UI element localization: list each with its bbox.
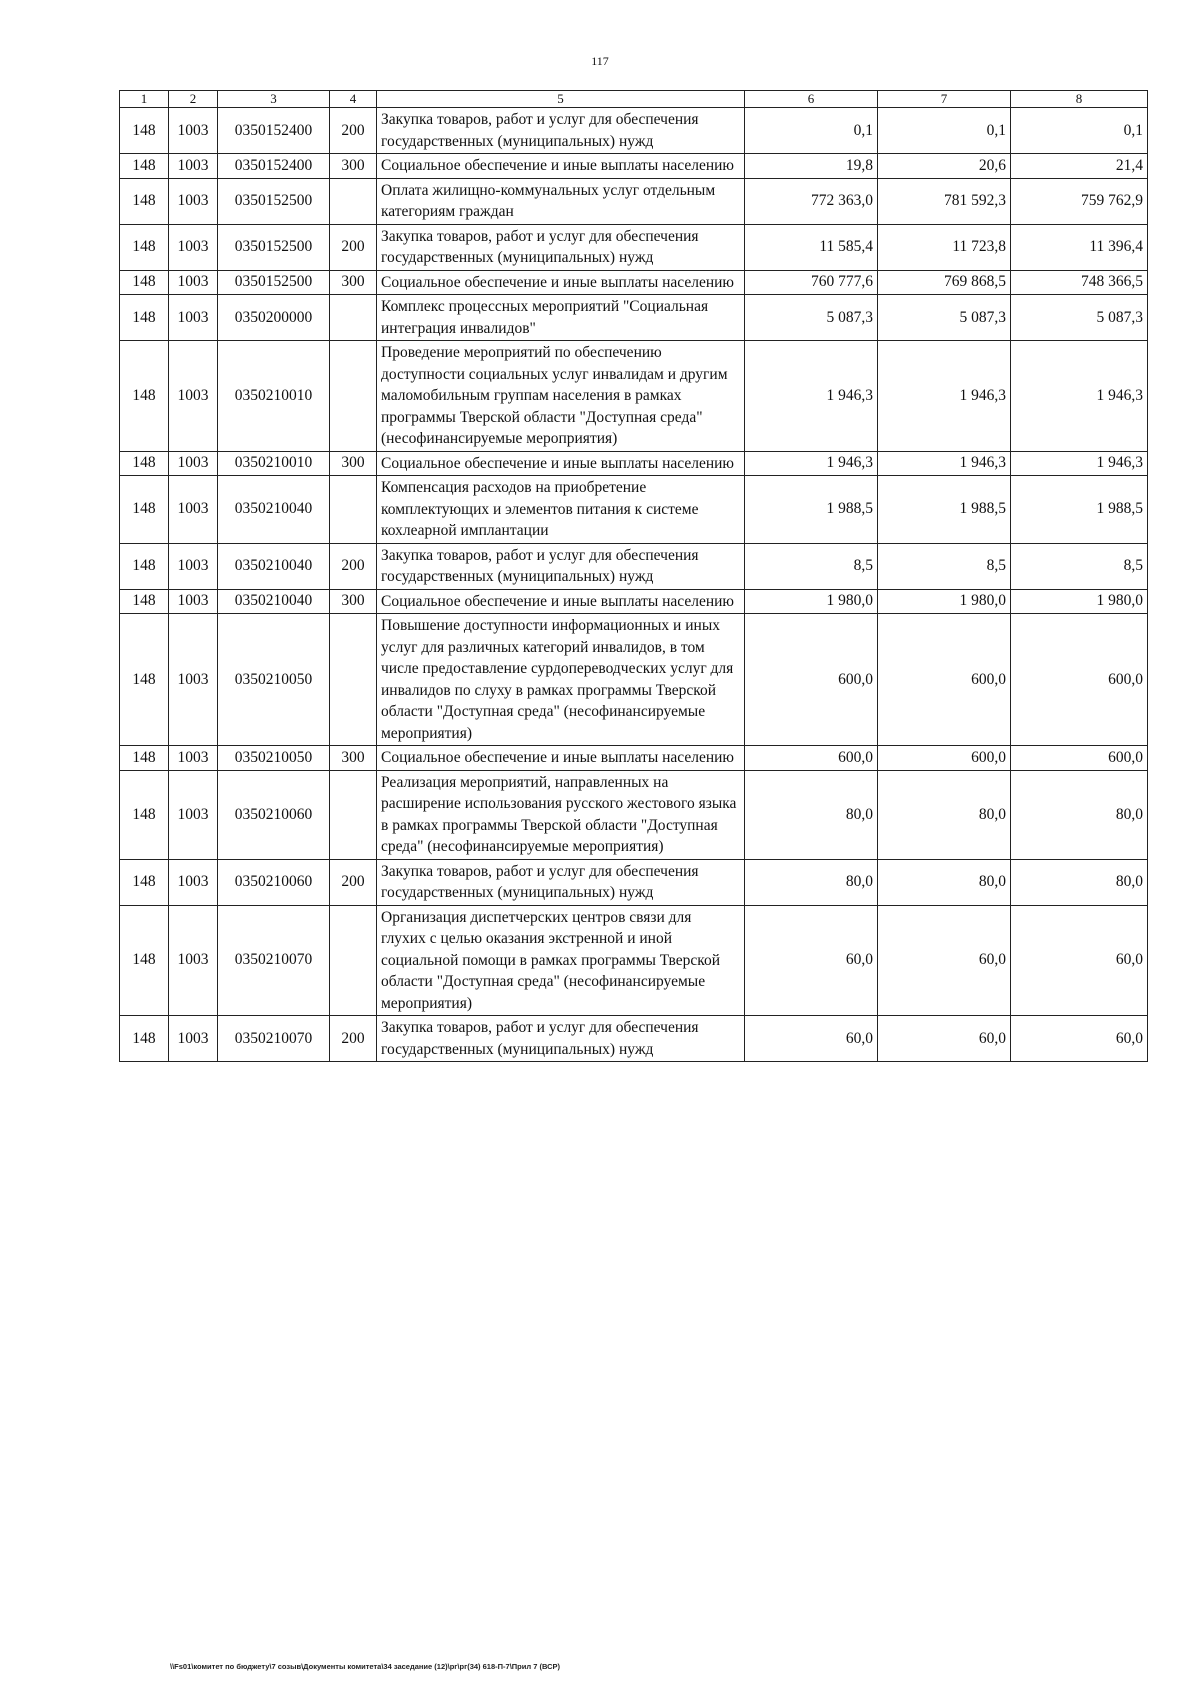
- amount-year1-cell: 760 777,6: [745, 270, 878, 295]
- section-code-cell: 1003: [169, 905, 218, 1016]
- target-article-cell: 0350210060: [218, 770, 330, 859]
- ministry-code-cell: 148: [120, 108, 169, 154]
- description-cell: Закупка товаров, работ и услуг для обеспечения государственных (муниципальных) нужд: [377, 543, 745, 589]
- amount-year2-cell: 1 980,0: [878, 589, 1011, 614]
- section-code-cell: 1003: [169, 543, 218, 589]
- expense-type-cell: 200: [330, 224, 377, 270]
- section-code-cell: 1003: [169, 224, 218, 270]
- amount-year3-cell: 11 396,4: [1011, 224, 1148, 270]
- column-header: 6: [745, 91, 878, 108]
- amount-year2-cell: 80,0: [878, 770, 1011, 859]
- column-header: 8: [1011, 91, 1148, 108]
- description-cell: Социальное обеспечение и иные выплаты населению: [377, 154, 745, 179]
- amount-year2-cell: 60,0: [878, 1016, 1011, 1062]
- target-article-cell: 0350200000: [218, 295, 330, 341]
- amount-year3-cell: 0,1: [1011, 108, 1148, 154]
- amount-year3-cell: 600,0: [1011, 614, 1148, 746]
- page-number: 117: [591, 54, 609, 68]
- amount-year2-cell: 600,0: [878, 614, 1011, 746]
- amount-year2-cell: 11 723,8: [878, 224, 1011, 270]
- section-code-cell: 1003: [169, 476, 218, 544]
- budget-table: [119, 90, 1148, 1062]
- amount-year2-cell: 80,0: [878, 859, 1011, 905]
- description-cell: Проведение мероприятий по обеспечению доступности социальных услуг инвалидам и другим маломобильным группам населения в рамках программы Тверской области "Доступная среда" (несофинансируемые мероприятия): [377, 341, 745, 452]
- amount-year3-cell: 1 946,3: [1011, 341, 1148, 452]
- ministry-code-cell: 148: [120, 543, 169, 589]
- target-article-cell: 0350210050: [218, 614, 330, 746]
- expense-type-cell: 200: [330, 859, 377, 905]
- table-row: [120, 589, 1148, 614]
- amount-year1-cell: 60,0: [745, 1016, 878, 1062]
- ministry-code-cell: 148: [120, 270, 169, 295]
- table-row: [120, 108, 1148, 154]
- table-row: [120, 178, 1148, 224]
- section-code-cell: 1003: [169, 770, 218, 859]
- ministry-code-cell: 148: [120, 341, 169, 452]
- target-article-cell: 0350152500: [218, 178, 330, 224]
- column-header: 7: [878, 91, 1011, 108]
- amount-year3-cell: 80,0: [1011, 859, 1148, 905]
- expense-type-cell: 300: [330, 451, 377, 476]
- expense-type-cell: [330, 614, 377, 746]
- ministry-code-cell: 148: [120, 154, 169, 179]
- amount-year3-cell: 600,0: [1011, 746, 1148, 771]
- amount-year2-cell: 1 946,3: [878, 451, 1011, 476]
- table-row: [120, 295, 1148, 341]
- amount-year1-cell: 8,5: [745, 543, 878, 589]
- expense-type-cell: 300: [330, 270, 377, 295]
- ministry-code-cell: 148: [120, 224, 169, 270]
- amount-year1-cell: 80,0: [745, 859, 878, 905]
- amount-year2-cell: 600,0: [878, 746, 1011, 771]
- column-header: 5: [377, 91, 745, 108]
- expense-type-cell: [330, 770, 377, 859]
- amount-year2-cell: 0,1: [878, 108, 1011, 154]
- amount-year1-cell: 600,0: [745, 746, 878, 771]
- table-row: [120, 224, 1148, 270]
- target-article-cell: 0350210060: [218, 859, 330, 905]
- section-code-cell: 1003: [169, 451, 218, 476]
- amount-year1-cell: 60,0: [745, 905, 878, 1016]
- target-article-cell: 0350152500: [218, 224, 330, 270]
- expense-type-cell: [330, 178, 377, 224]
- expense-type-cell: 200: [330, 108, 377, 154]
- table-row: [120, 905, 1148, 1016]
- amount-year1-cell: 11 585,4: [745, 224, 878, 270]
- section-code-cell: 1003: [169, 295, 218, 341]
- description-cell: Социальное обеспечение и иные выплаты населению: [377, 270, 745, 295]
- amount-year3-cell: 1 980,0: [1011, 589, 1148, 614]
- section-code-cell: 1003: [169, 270, 218, 295]
- table-row: [120, 859, 1148, 905]
- table-row: [120, 154, 1148, 179]
- header-row: [120, 91, 1148, 108]
- amount-year1-cell: 5 087,3: [745, 295, 878, 341]
- amount-year2-cell: 20,6: [878, 154, 1011, 179]
- table-row: [120, 770, 1148, 859]
- ministry-code-cell: 148: [120, 295, 169, 341]
- expense-type-cell: [330, 905, 377, 1016]
- file-path-footer: \\Fs01\комитет по бюджету\7 созыв\Документы комитета\34 заседание (12)\рг\рг(34) 618-П-7\Прил 7 (ВСР): [170, 1662, 561, 1671]
- description-cell: Социальное обеспечение и иные выплаты населению: [377, 451, 745, 476]
- target-article-cell: 0350152400: [218, 108, 330, 154]
- description-cell: Организация диспетчерских центров связи для глухих с целью оказания экстренной и иной социальной помощи в рамках программы Тверской области "Доступная среда" (несофинансируемые мероприятия): [377, 905, 745, 1016]
- table-row: [120, 476, 1148, 544]
- amount-year3-cell: 80,0: [1011, 770, 1148, 859]
- amount-year1-cell: 1 980,0: [745, 589, 878, 614]
- amount-year1-cell: 1 988,5: [745, 476, 878, 544]
- amount-year1-cell: 600,0: [745, 614, 878, 746]
- table-row: [120, 746, 1148, 771]
- column-header: 4: [330, 91, 377, 108]
- target-article-cell: 0350210070: [218, 1016, 330, 1062]
- amount-year2-cell: 769 868,5: [878, 270, 1011, 295]
- description-cell: Социальное обеспечение и иные выплаты населению: [377, 746, 745, 771]
- description-cell: Закупка товаров, работ и услуг для обеспечения государственных (муниципальных) нужд: [377, 224, 745, 270]
- expense-type-cell: 300: [330, 589, 377, 614]
- amount-year1-cell: 19,8: [745, 154, 878, 179]
- table-row: [120, 451, 1148, 476]
- target-article-cell: 0350210070: [218, 905, 330, 1016]
- amount-year3-cell: 21,4: [1011, 154, 1148, 179]
- amount-year1-cell: 80,0: [745, 770, 878, 859]
- description-cell: Закупка товаров, работ и услуг для обеспечения государственных (муниципальных) нужд: [377, 859, 745, 905]
- section-code-cell: 1003: [169, 178, 218, 224]
- section-code-cell: 1003: [169, 154, 218, 179]
- section-code-cell: 1003: [169, 859, 218, 905]
- target-article-cell: 0350152500: [218, 270, 330, 295]
- amount-year2-cell: 60,0: [878, 905, 1011, 1016]
- expense-type-cell: [330, 341, 377, 452]
- expense-type-cell: 300: [330, 154, 377, 179]
- target-article-cell: 0350210050: [218, 746, 330, 771]
- amount-year2-cell: 5 087,3: [878, 295, 1011, 341]
- expense-type-cell: 200: [330, 1016, 377, 1062]
- table-row: [120, 614, 1148, 746]
- amount-year3-cell: 1 946,3: [1011, 451, 1148, 476]
- section-code-cell: 1003: [169, 1016, 218, 1062]
- description-cell: Закупка товаров, работ и услуг для обеспечения государственных (муниципальных) нужд: [377, 108, 745, 154]
- amount-year3-cell: 1 988,5: [1011, 476, 1148, 544]
- amount-year2-cell: 8,5: [878, 543, 1011, 589]
- table-row: [120, 270, 1148, 295]
- column-header: 3: [218, 91, 330, 108]
- ministry-code-cell: 148: [120, 770, 169, 859]
- amount-year2-cell: 1 988,5: [878, 476, 1011, 544]
- description-cell: Комплекс процессных мероприятий "Социальная интеграция инвалидов": [377, 295, 745, 341]
- expense-type-cell: 300: [330, 746, 377, 771]
- amount-year3-cell: 759 762,9: [1011, 178, 1148, 224]
- amount-year2-cell: 1 946,3: [878, 341, 1011, 452]
- ministry-code-cell: 148: [120, 476, 169, 544]
- amount-year3-cell: 748 366,5: [1011, 270, 1148, 295]
- amount-year3-cell: 60,0: [1011, 1016, 1148, 1062]
- column-header: 1: [120, 91, 169, 108]
- section-code-cell: 1003: [169, 589, 218, 614]
- target-article-cell: 0350210010: [218, 341, 330, 452]
- section-code-cell: 1003: [169, 614, 218, 746]
- section-code-cell: 1003: [169, 746, 218, 771]
- amount-year3-cell: 60,0: [1011, 905, 1148, 1016]
- ministry-code-cell: 148: [120, 451, 169, 476]
- ministry-code-cell: 148: [120, 905, 169, 1016]
- expense-type-cell: [330, 476, 377, 544]
- expense-type-cell: [330, 295, 377, 341]
- amount-year2-cell: 781 592,3: [878, 178, 1011, 224]
- description-cell: Реализация мероприятий, направленных на расширение использования русского жестового языка в рамках программы Тверской области "Доступная среда" (несофинансируемые мероприятия): [377, 770, 745, 859]
- target-article-cell: 0350210040: [218, 589, 330, 614]
- ministry-code-cell: 148: [120, 859, 169, 905]
- table-row: [120, 341, 1148, 452]
- target-article-cell: 0350210010: [218, 451, 330, 476]
- target-article-cell: 0350210040: [218, 543, 330, 589]
- amount-year3-cell: 8,5: [1011, 543, 1148, 589]
- amount-year1-cell: 0,1: [745, 108, 878, 154]
- ministry-code-cell: 148: [120, 614, 169, 746]
- description-cell: Закупка товаров, работ и услуг для обеспечения государственных (муниципальных) нужд: [377, 1016, 745, 1062]
- description-cell: Повышение доступности информационных и иных услуг для различных категорий инвалидов, в том числе предоставление сурдопереводческих услуг для инвалидов по слуху в рамках программы Тверской области "Доступная среда" (несофинансируемые мероприятия): [377, 614, 745, 746]
- ministry-code-cell: 148: [120, 746, 169, 771]
- description-cell: Компенсация расходов на приобретение комплектующих и элементов питания к системе кохлеарной имплантации: [377, 476, 745, 544]
- target-article-cell: 0350152400: [218, 154, 330, 179]
- description-cell: Социальное обеспечение и иные выплаты населению: [377, 589, 745, 614]
- ministry-code-cell: 148: [120, 1016, 169, 1062]
- amount-year3-cell: 5 087,3: [1011, 295, 1148, 341]
- amount-year1-cell: 772 363,0: [745, 178, 878, 224]
- amount-year1-cell: 1 946,3: [745, 451, 878, 476]
- amount-year1-cell: 1 946,3: [745, 341, 878, 452]
- section-code-cell: 1003: [169, 341, 218, 452]
- ministry-code-cell: 148: [120, 589, 169, 614]
- expense-type-cell: 200: [330, 543, 377, 589]
- column-header: 2: [169, 91, 218, 108]
- table-row: [120, 543, 1148, 589]
- ministry-code-cell: 148: [120, 178, 169, 224]
- description-cell: Оплата жилищно-коммунальных услуг отдельным категориям граждан: [377, 178, 745, 224]
- target-article-cell: 0350210040: [218, 476, 330, 544]
- section-code-cell: 1003: [169, 108, 218, 154]
- table-row: [120, 1016, 1148, 1062]
